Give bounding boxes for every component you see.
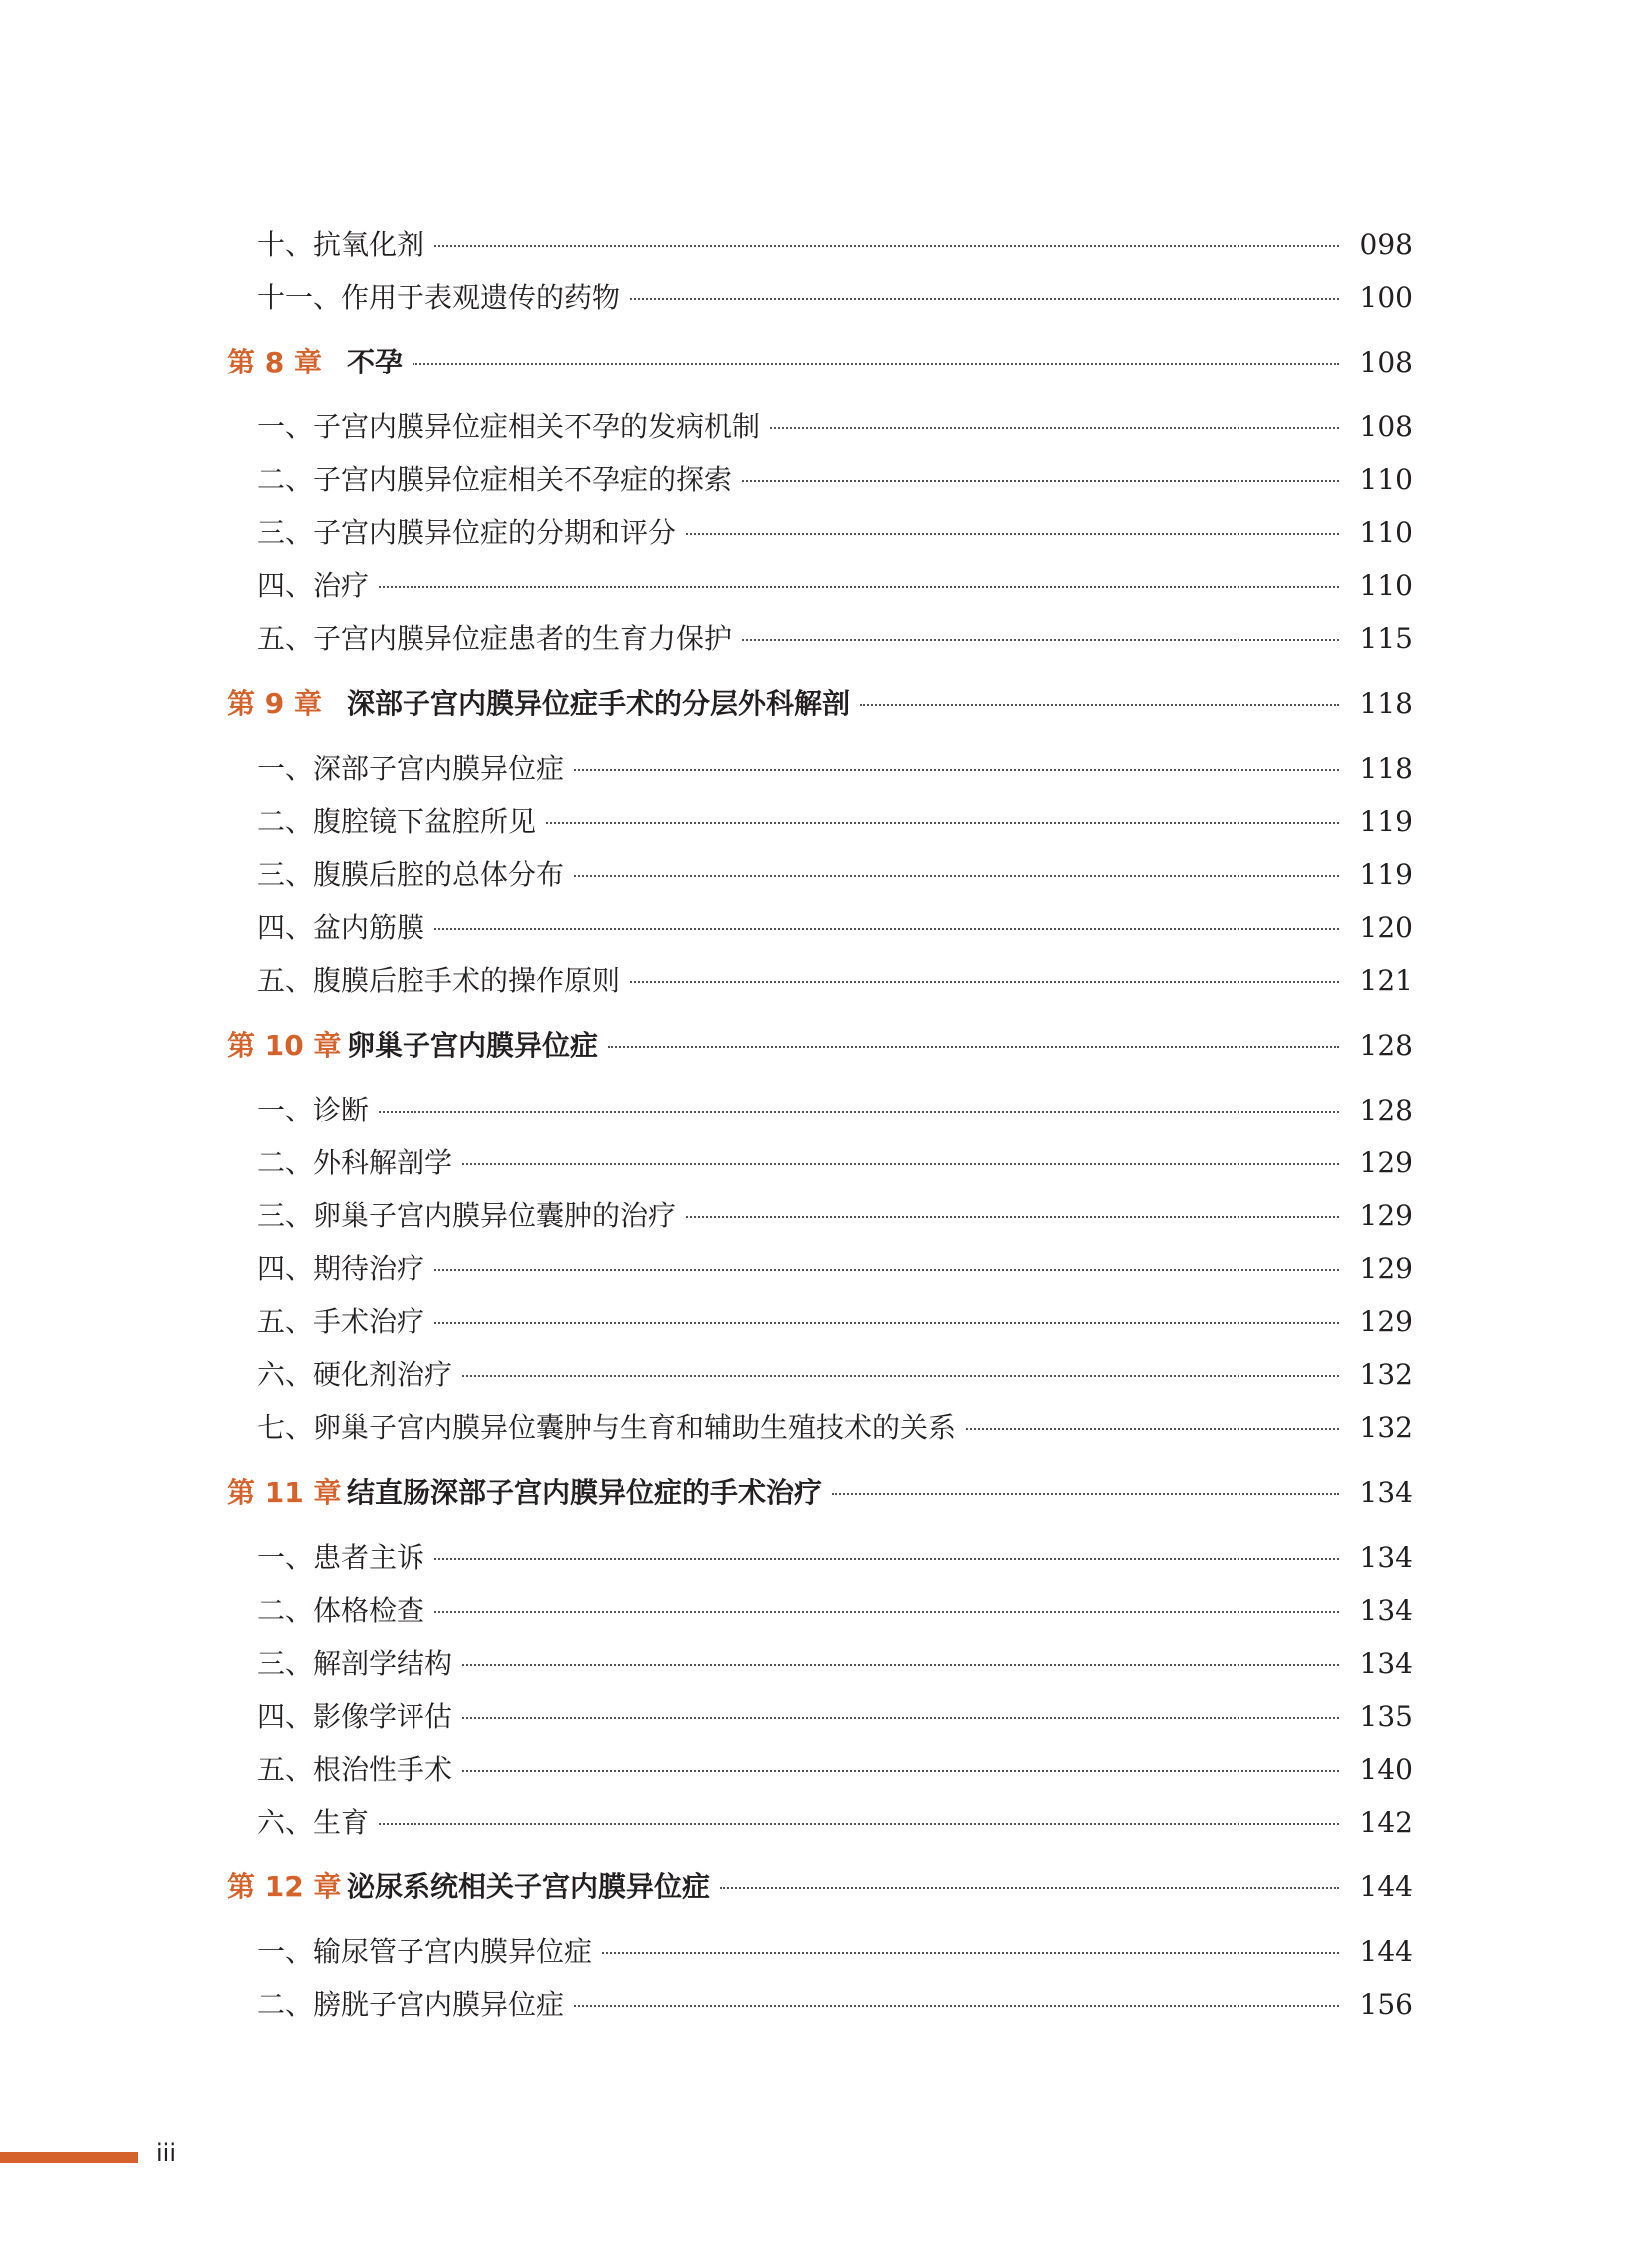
toc-entry-page: 110 (1359, 516, 1413, 549)
dot-leader (434, 1611, 1339, 1613)
chapter-page: 144 (1359, 1870, 1413, 1903)
dot-leader (546, 822, 1339, 824)
dot-leader (574, 875, 1339, 877)
toc-entry-label: 五、腹膜后腔手术的操作原则 (257, 964, 621, 997)
dot-leader (742, 480, 1339, 482)
toc-entry-label: 二、膀胱子宫内膜异位症 (257, 1988, 565, 2021)
toc-entry[interactable] (227, 1925, 1413, 1978)
dot-leader (413, 363, 1339, 365)
toc-entry-label: 三、子宫内膜异位症的分期和评分 (257, 516, 677, 549)
dot-leader (462, 1717, 1339, 1719)
toc-entry-page: 132 (1359, 1358, 1413, 1391)
toc-entry-label: 一、输尿管子宫内膜异位症 (257, 1935, 593, 1968)
toc-entry-label: 十一、作用于表观遗传的药物 (257, 281, 621, 314)
toc-entry-page: 098 (1359, 228, 1413, 261)
toc-entry[interactable] (227, 1531, 1413, 1584)
dot-leader (462, 1375, 1339, 1377)
toc-entry-label: 二、外科解剖学 (257, 1146, 453, 1179)
chapter-number: 第 10 章 (227, 1029, 342, 1062)
toc-entry[interactable] (227, 848, 1413, 901)
toc-entry-page: 110 (1359, 463, 1413, 496)
toc-entry-page: 140 (1359, 1753, 1413, 1786)
dot-leader (462, 1770, 1339, 1772)
toc-entry-label: 五、根治性手术 (257, 1753, 453, 1786)
chapter-title: 不孕 (347, 346, 404, 378)
toc-entry-label: 六、生育 (257, 1806, 370, 1839)
chapter-heading[interactable] (227, 1861, 1413, 1913)
spacer (227, 324, 1413, 336)
toc-entry-label: 二、子宫内膜异位症相关不孕症的探索 (257, 463, 733, 496)
chapter-heading[interactable] (227, 1466, 1413, 1519)
toc-entry-label: 七、卵巢子宫内膜异位囊肿与生育和辅助生殖技术的关系 (257, 1411, 957, 1444)
toc-entry-label: 五、手术治疗 (257, 1305, 425, 1338)
spacer (227, 1454, 1413, 1466)
toc-entry-label: 三、腹膜后腔的总体分布 (257, 858, 565, 891)
toc-entry[interactable] (227, 1348, 1413, 1401)
chapter-number: 第 12 章 (227, 1870, 342, 1903)
dot-leader (832, 1493, 1339, 1495)
dot-leader (574, 769, 1339, 771)
dot-leader (630, 298, 1339, 300)
toc-entry-label: 一、患者主诉 (257, 1541, 425, 1574)
dot-leader (574, 2005, 1339, 2007)
toc-entry-page: 134 (1359, 1541, 1413, 1574)
toc-entry-page: 129 (1359, 1305, 1413, 1338)
toc-entry-label: 一、子宫内膜异位症相关不孕的发病机制 (257, 410, 761, 443)
chapter-heading[interactable] (227, 677, 1413, 730)
chapter-heading[interactable] (227, 336, 1413, 388)
toc-entry[interactable] (227, 1584, 1413, 1637)
toc-entry[interactable] (227, 742, 1413, 795)
dot-leader (686, 1216, 1339, 1218)
chapter-title: 结直肠深部子宫内膜异位症的手术治疗 (347, 1476, 823, 1509)
toc-entry-label: 三、解剖学结构 (257, 1647, 453, 1680)
toc-entry-label: 十、抗氧化剂 (257, 228, 425, 261)
toc-entry-page: 135 (1359, 1700, 1413, 1733)
spacer (227, 1007, 1413, 1019)
toc-entry[interactable] (227, 795, 1413, 848)
chapter-number: 第 9 章 (227, 687, 322, 720)
spacer (227, 388, 1413, 400)
chapter-page: 108 (1359, 346, 1413, 378)
dot-leader (966, 1428, 1339, 1430)
toc-entry[interactable] (227, 559, 1413, 612)
toc-entry-page: 134 (1359, 1594, 1413, 1627)
toc-entry[interactable] (227, 1690, 1413, 1743)
dot-leader (462, 1163, 1339, 1165)
toc-entry-page: 108 (1359, 410, 1413, 443)
toc-entry-label: 二、腹腔镜下盆腔所见 (257, 805, 537, 838)
toc-entry-page: 121 (1359, 964, 1413, 997)
dot-leader (379, 1823, 1339, 1825)
chapter-number: 第 11 章 (227, 1476, 342, 1509)
dot-leader (434, 928, 1339, 930)
toc-entry[interactable] (227, 1242, 1413, 1295)
spacer (227, 1849, 1413, 1861)
toc-entry-page: 119 (1359, 858, 1413, 891)
toc-entry[interactable] (227, 218, 1413, 271)
toc-entry-page: 119 (1359, 805, 1413, 838)
toc-entry-page: 129 (1359, 1252, 1413, 1285)
dot-leader (462, 1664, 1339, 1666)
toc-entry-label: 一、深部子宫内膜异位症 (257, 752, 565, 785)
dot-leader (602, 1952, 1339, 1954)
chapter-heading[interactable] (227, 1019, 1413, 1072)
dot-leader (608, 1046, 1339, 1048)
toc-entry-page: 156 (1359, 1988, 1413, 2021)
toc-entry-label: 四、盆内筋膜 (257, 911, 425, 944)
dot-leader (720, 1887, 1339, 1889)
toc-entry[interactable] (227, 271, 1413, 324)
toc-entry[interactable] (227, 954, 1413, 1007)
toc-entry-label: 四、治疗 (257, 569, 370, 602)
toc-entry-page: 115 (1359, 622, 1413, 655)
toc-entry-page: 120 (1359, 911, 1413, 944)
toc-entry-label: 六、硬化剂治疗 (257, 1358, 453, 1391)
dot-leader (860, 704, 1339, 706)
toc-entry[interactable] (227, 506, 1413, 559)
footer-accent-bar (0, 2152, 138, 2163)
toc-entry[interactable] (227, 1295, 1413, 1348)
dot-leader (770, 427, 1339, 429)
toc-entry[interactable] (227, 1743, 1413, 1796)
toc-entry-page: 134 (1359, 1647, 1413, 1680)
toc-entry[interactable] (227, 1084, 1413, 1136)
spacer (227, 1913, 1413, 1925)
chapter-page: 134 (1359, 1476, 1413, 1509)
chapter-title: 卵巢子宫内膜异位症 (347, 1029, 599, 1062)
dot-leader (434, 245, 1339, 247)
spacer (227, 1072, 1413, 1084)
toc-entry-label: 四、期待治疗 (257, 1252, 425, 1285)
toc-entry-label: 一、诊断 (257, 1094, 370, 1126)
dot-leader (742, 639, 1339, 641)
chapter-page: 128 (1359, 1029, 1413, 1062)
chapter-title: 泌尿系统相关子宫内膜异位症 (347, 1870, 711, 1903)
toc-entry[interactable] (227, 612, 1413, 665)
toc-entry-label: 二、体格检查 (257, 1594, 425, 1627)
toc-entry-page: 144 (1359, 1935, 1413, 1968)
spacer (227, 1519, 1413, 1531)
table-of-contents (227, 218, 1413, 2031)
toc-entry[interactable] (227, 1136, 1413, 1189)
chapter-title: 深部子宫内膜异位症手术的分层外科解剖 (347, 687, 851, 720)
dot-leader (379, 1111, 1339, 1113)
toc-entry-label: 五、子宫内膜异位症患者的生育力保护 (257, 622, 733, 655)
chapter-number: 第 8 章 (227, 346, 322, 378)
toc-entry-page: 128 (1359, 1094, 1413, 1126)
toc-entry-page: 129 (1359, 1146, 1413, 1179)
toc-entry-page: 129 (1359, 1199, 1413, 1232)
page-number: iii (156, 2139, 177, 2167)
dot-leader (434, 1269, 1339, 1271)
dot-leader (434, 1558, 1339, 1560)
toc-entry-page: 142 (1359, 1806, 1413, 1839)
spacer (227, 730, 1413, 742)
spacer (227, 665, 1413, 677)
toc-entry-page: 110 (1359, 569, 1413, 602)
toc-entry-label: 三、卵巢子宫内膜异位囊肿的治疗 (257, 1199, 677, 1232)
toc-entry[interactable] (227, 453, 1413, 506)
toc-entry[interactable] (227, 400, 1413, 453)
toc-entry[interactable] (227, 1189, 1413, 1242)
chapter-page: 118 (1359, 687, 1413, 720)
toc-entry-page: 118 (1359, 752, 1413, 785)
toc-entry[interactable] (227, 1637, 1413, 1690)
toc-entry[interactable] (227, 1796, 1413, 1849)
toc-entry-page: 132 (1359, 1411, 1413, 1444)
toc-entry-page: 100 (1359, 281, 1413, 314)
dot-leader (686, 533, 1339, 535)
dot-leader (434, 1322, 1339, 1324)
dot-leader (379, 586, 1339, 588)
toc-entry[interactable] (227, 1978, 1413, 2031)
dot-leader (630, 981, 1339, 983)
toc-entry-label: 四、影像学评估 (257, 1700, 453, 1733)
toc-entry[interactable] (227, 1401, 1413, 1454)
toc-entry[interactable] (227, 901, 1413, 954)
